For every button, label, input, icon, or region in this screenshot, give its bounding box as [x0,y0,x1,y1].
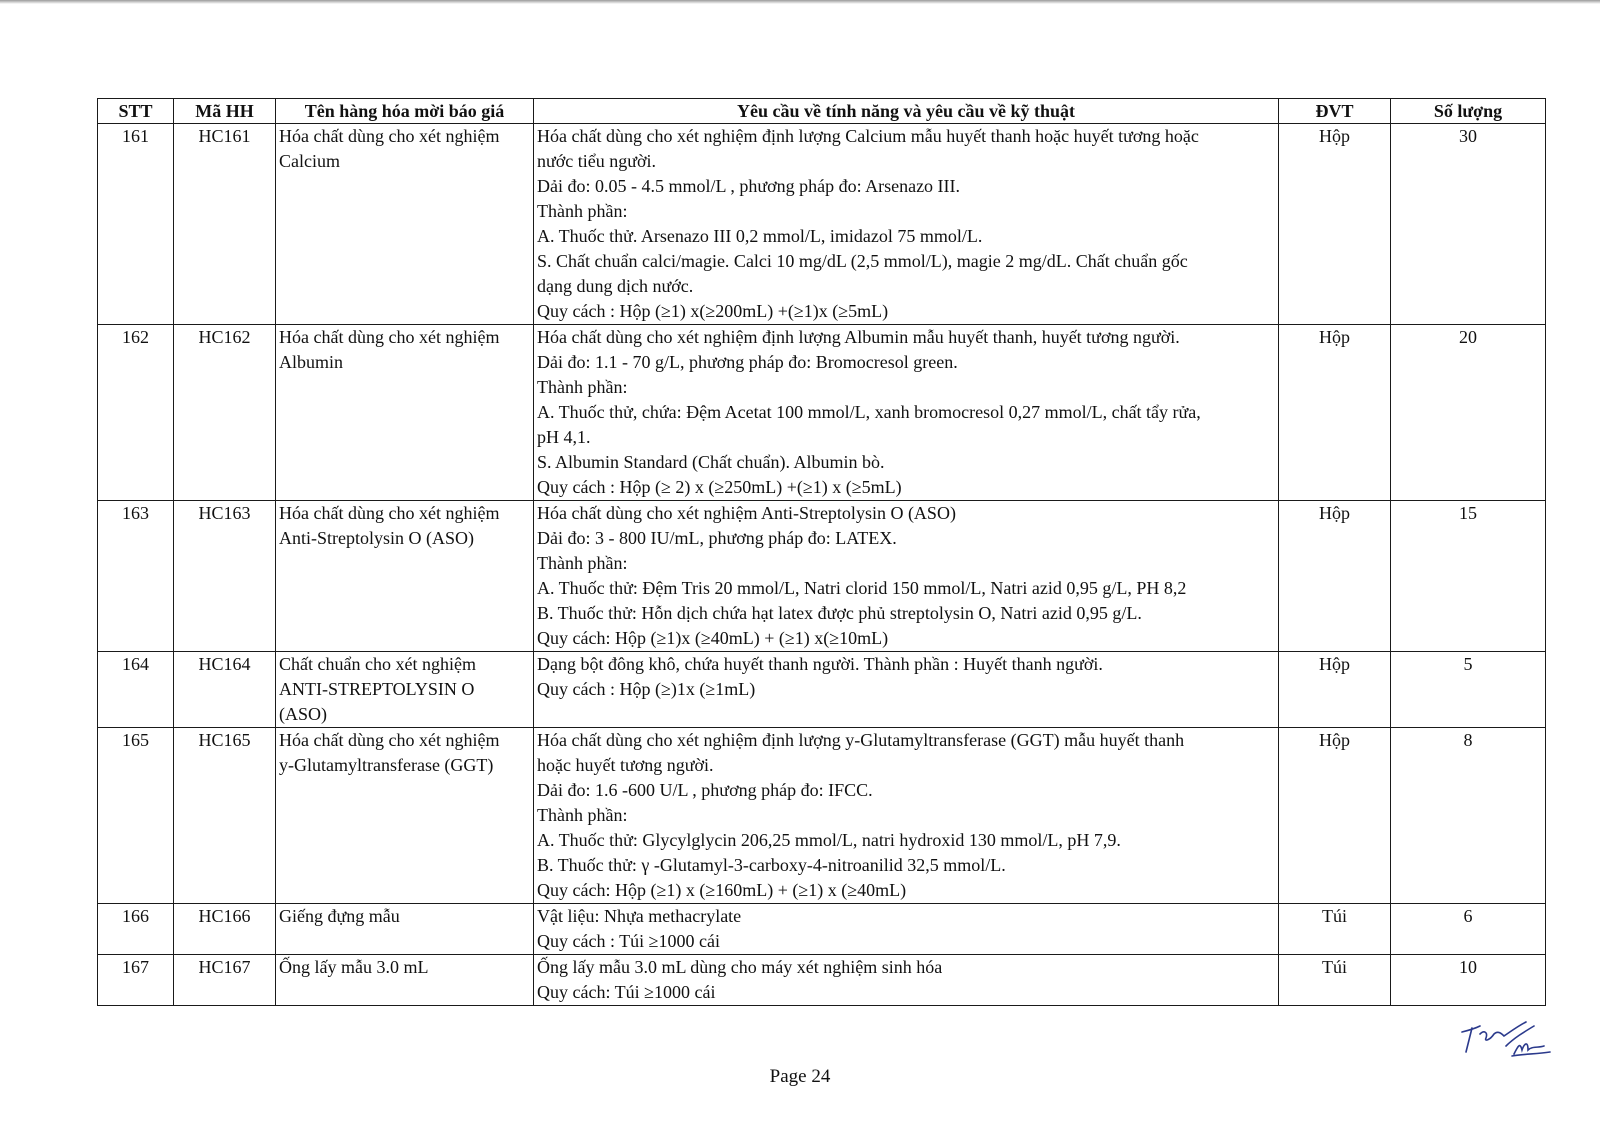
table-row [98,501,1546,652]
cell-qty: 5 [1391,652,1546,728]
cell-name [276,652,534,728]
header-stt: STT [98,99,174,124]
spec-line: Quy cách : Túi ≥1000 cái [537,931,720,951]
spec-line: Hóa chất dùng cho xét nghiệm định lượng Calcium mẫu huyết thanh hoặc huyết tương hoặc [537,126,1199,146]
cell-name [276,728,534,904]
handwritten-signature-icon [1458,1010,1558,1060]
cell-stt: 167 [98,955,174,1006]
cell-spec [534,955,1279,1006]
cell-stt: 166 [98,904,174,955]
header-unit: ĐVT [1279,99,1391,124]
table-row [98,955,1546,1006]
spec-line: Hóa chất dùng cho xét nghiệm định lượng y-Glutamyltransferase (GGT) mẫu huyết thanh [537,730,1185,750]
spec-line: Quy cách : Hộp (≥ 2) x (≥250mL) +(≥1) x (≥5mL) [537,477,902,497]
cell-name [276,904,534,955]
cell-name [276,325,534,501]
cell-stt: 163 [98,501,174,652]
cell-qty: 20 [1391,325,1546,501]
spec-line: B. Thuốc thử: Hỗn dịch chứa hạt latex được phủ streptolysin O, Natri azid 0,95 g/L. [537,603,1142,623]
scan-edge [0,0,1600,4]
cell-spec [534,124,1279,325]
cell-spec [534,904,1279,955]
cell-code: HC164 [174,652,276,728]
name-line: Hóa chất dùng cho xét nghiệm [279,503,500,523]
cell-code: HC163 [174,501,276,652]
name-line: Giếng đựng mẫu [279,906,400,926]
name-line: Albumin [279,352,344,372]
spec-line: Dải đo: 0.05 - 4.5 mmol/L , phương pháp đo: Arsenazo III. [537,176,961,196]
cell-stt: 165 [98,728,174,904]
spec-line: Quy cách : Hộp (≥)1x (≥1mL) [537,679,756,699]
header-name: Tên hàng hóa mời báo giá [276,99,534,124]
spec-line: Hóa chất dùng cho xét nghiệm Anti-Streptolysin O (ASO) [537,503,956,523]
spec-line: A. Thuốc thử, chứa: Đệm Acetat 100 mmol/L, xanh bromocresol 0,27 mmol/L, chất tẩy rửa, [537,402,1201,422]
cell-code: HC162 [174,325,276,501]
table-header-row [98,99,1546,124]
cell-qty: 6 [1391,904,1546,955]
spec-line: Dải đo: 1.1 - 70 g/L, phương pháp đo: Bromocresol green. [537,352,958,372]
name-line: Hóa chất dùng cho xét nghiệm [279,126,500,146]
cell-qty: 10 [1391,955,1546,1006]
spec-line: A. Thuốc thử. Arsenazo III 0,2 mmol/L, imidazol 75 mmol/L. [537,226,983,246]
page-number: Page 24 [769,1066,831,1087]
name-line: Anti-Streptolysin O (ASO) [279,528,474,548]
spec-line: Quy cách: Hộp (≥1) x (≥160mL) + (≥1) x (≥40mL) [537,880,907,900]
cell-spec [534,325,1279,501]
cell-name [276,124,534,325]
spec-line: pH 4,1. [537,427,591,447]
spec-line: Thành phần: [537,553,628,573]
spec-line: Dải đo: 3 - 800 IU/mL, phương pháp đo: LATEX. [537,528,897,548]
table-body [98,124,1546,1006]
spec-line: Thành phần: [537,377,628,397]
spec-line: Quy cách : Hộp (≥1) x(≥200mL) +(≥1)x (≥5mL) [537,301,889,321]
spec-line: Dạng bột đông khô, chứa huyết thanh người. Thành phần : Huyết thanh người. [537,654,1103,674]
cell-unit: Túi [1279,904,1391,955]
table-row [98,904,1546,955]
header-qty: Số lượng [1391,99,1546,124]
name-line: Hóa chất dùng cho xét nghiệm [279,327,500,347]
spec-line: Thành phần: [537,201,628,221]
cell-spec [534,501,1279,652]
table-row [98,728,1546,904]
spec-line: Vật liệu: Nhựa methacrylate [537,906,742,926]
cell-stt: 161 [98,124,174,325]
table-row [98,652,1546,728]
name-line: ANTI-STREPTOLYSIN O [279,679,475,699]
cell-code: HC167 [174,955,276,1006]
spec-line: hoặc huyết tương người. [537,755,714,775]
cell-qty: 8 [1391,728,1546,904]
cell-code: HC165 [174,728,276,904]
cell-name [276,501,534,652]
cell-unit: Hộp [1279,728,1391,904]
cell-unit: Hộp [1279,652,1391,728]
header-spec: Yêu cầu về tính năng và yêu cầu về kỹ thuật [534,99,1279,124]
cell-name [276,955,534,1006]
cell-spec [534,652,1279,728]
cell-unit: Hộp [1279,325,1391,501]
spec-line: Hóa chất dùng cho xét nghiệm định lượng Albumin mẫu huyết thanh, huyết tương người. [537,327,1180,347]
table-row [98,325,1546,501]
cell-qty: 30 [1391,124,1546,325]
header-code: Mã HH [174,99,276,124]
name-line: Hóa chất dùng cho xét nghiệm [279,730,500,750]
spec-line: S. Chất chuẩn calci/magie. Calci 10 mg/dL (2,5 mmol/L), magie 2 mg/dL. Chất chuẩn gốc [537,251,1188,271]
quotation-table [97,98,1546,1006]
cell-code: HC166 [174,904,276,955]
spec-line: nước tiểu người. [537,151,657,171]
name-line: Ống lấy mẫu 3.0 mL [279,957,429,977]
cell-unit: Túi [1279,955,1391,1006]
spec-line: Thành phần: [537,805,628,825]
name-line: Chất chuẩn cho xét nghiệm [279,654,476,674]
cell-unit: Hộp [1279,124,1391,325]
name-line: y-Glutamyltransferase (GGT) [279,755,494,775]
cell-stt: 162 [98,325,174,501]
spec-line: A. Thuốc thử: Đệm Tris 20 mmol/L, Natri clorid 150 mmol/L, Natri azid 0,95 g/L, PH 8,2 [537,578,1187,598]
spec-line: dạng dung dịch nước. [537,276,694,296]
cell-spec [534,728,1279,904]
spec-line: S. Albumin Standard (Chất chuẩn). Albumin bò. [537,452,885,472]
spec-line: Dải đo: 1.6 -600 U/L , phương pháp đo: IFCC. [537,780,873,800]
cell-qty: 15 [1391,501,1546,652]
name-line: (ASO) [279,704,327,724]
table-row [98,124,1546,325]
cell-stt: 164 [98,652,174,728]
cell-unit: Hộp [1279,501,1391,652]
spec-line: A. Thuốc thử: Glycylglycin 206,25 mmol/L, natri hydroxid 130 mmol/L, pH 7,9. [537,830,1121,850]
spec-line: Quy cách: Hộp (≥1)x (≥40mL) + (≥1) x(≥10mL) [537,628,889,648]
spec-line: B. Thuốc thử: γ -Glutamyl-3-carboxy-4-nitroanilid 32,5 mmol/L. [537,855,1006,875]
spec-line: Ống lấy mẫu 3.0 mL dùng cho máy xét nghiệm sinh hóa [537,957,943,977]
spec-line: Quy cách: Túi ≥1000 cái [537,982,716,1002]
name-line: Calcium [279,151,340,171]
cell-code: HC161 [174,124,276,325]
